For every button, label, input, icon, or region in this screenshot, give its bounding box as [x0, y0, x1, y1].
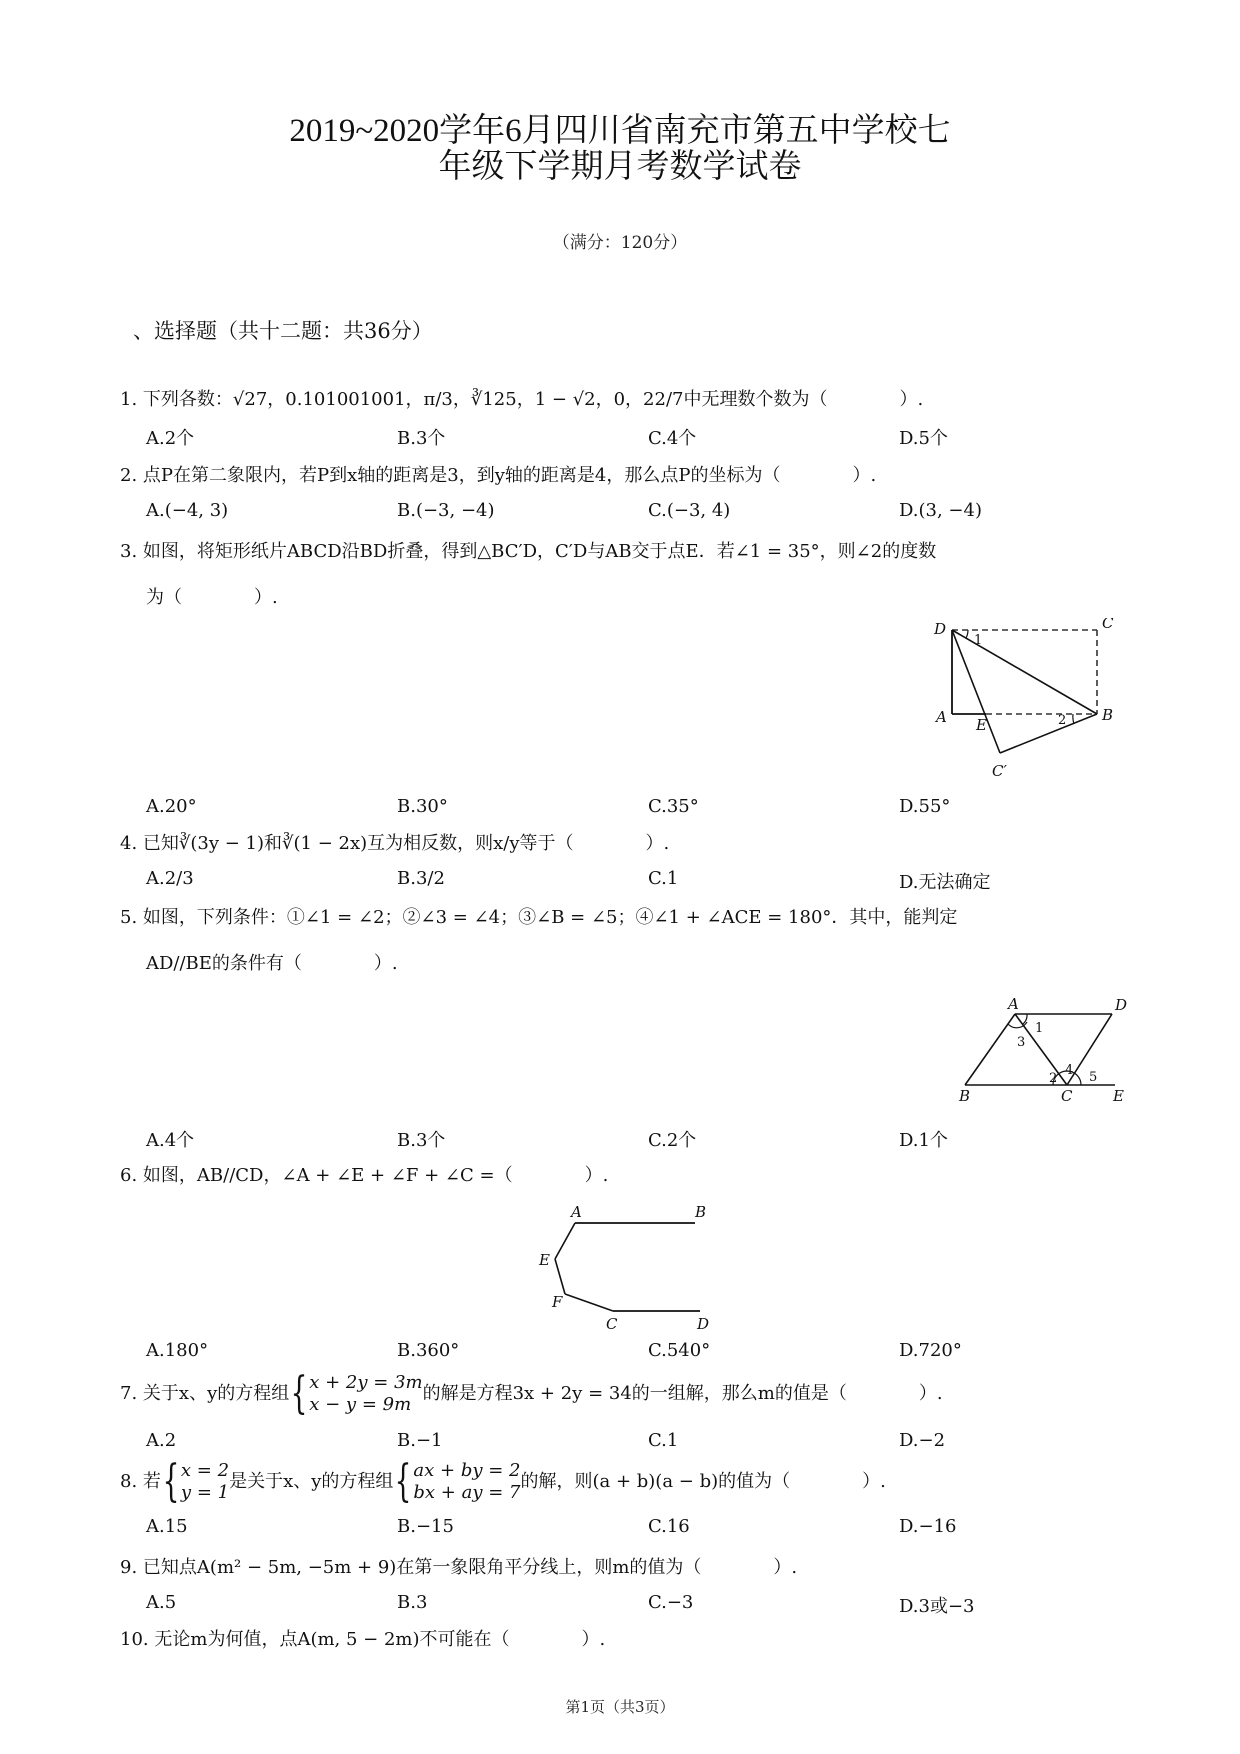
option-d[interactable]: D.5个 [899, 428, 948, 449]
option-a[interactable]: A.15 [146, 1516, 188, 1537]
question-number: 1. [120, 389, 138, 410]
option-d[interactable]: D.55° [899, 796, 951, 817]
option-c[interactable]: C.16 [648, 1516, 690, 1537]
question-number: 8. [120, 1471, 138, 1492]
question-2 [120, 464, 876, 488]
question-stem-line1: 如图，将矩形纸片ABCD沿BD折叠，得到△BC′D，C′D与AB交于点E．若∠1 = 35°，则∠2的度数 [142, 541, 937, 562]
figure-broken-line [535, 1205, 735, 1339]
question-5-stem-line2: AD//BE的条件有（ ）. [146, 953, 398, 974]
question-number: 5. [120, 907, 138, 928]
question-9 [120, 1556, 797, 1580]
option-b[interactable]: B.3/2 [397, 868, 445, 889]
option-c[interactable]: C.4个 [648, 428, 697, 449]
question-stem: 已知点A(m² − 5m, −5m + 9)在第一象限角平分线上，则m的值为（ ）. [142, 1557, 798, 1578]
question-4 [120, 832, 669, 856]
option-a[interactable]: A.2/3 [146, 868, 194, 889]
option-b[interactable]: B.−1 [397, 1430, 443, 1451]
option-a[interactable]: A.2 [146, 1430, 177, 1451]
question-stem-pre: 关于x、y的方程组 [142, 1383, 290, 1404]
svg-text:2: 2 [1058, 713, 1067, 728]
option-a[interactable]: A.20° [146, 796, 197, 817]
svg-text:C: C [1102, 618, 1114, 632]
svg-text:2: 2 [1049, 1071, 1058, 1086]
svg-text:1: 1 [1035, 1021, 1044, 1036]
question-stem: 无论m为何值，点A(m, 5 − 2m)不可能在（ ）. [154, 1629, 606, 1650]
svg-text:E: E [1113, 1087, 1124, 1102]
question-3-options [146, 796, 1146, 820]
svg-text:A: A [936, 708, 947, 726]
option-b[interactable]: B.(−3, −4) [397, 500, 495, 521]
page-footer: 第1页（共3页） [565, 1698, 675, 1716]
question-stem: 下列各数：√27，0.101001001，π/3，∛125，1 − √2，0，22/7中无理数个数为（ ）. [142, 389, 924, 410]
question-number: 7. [120, 1383, 138, 1404]
svg-text:C: C [1061, 1087, 1073, 1102]
svg-text:3: 3 [1017, 1035, 1026, 1050]
question-5-options [146, 1126, 1146, 1150]
svg-text:D: D [934, 620, 947, 638]
question-stem: 如图，AB//CD，∠A + ∠E + ∠F + ∠C =（ ）. [142, 1165, 609, 1186]
svg-text:B: B [959, 1087, 971, 1102]
left-brace-icon: { [395, 1456, 412, 1507]
section-heading: 、选择题（共十二题：共36分） [133, 319, 433, 343]
svg-text:F: F [552, 1293, 563, 1311]
svg-text:E: E [539, 1251, 550, 1269]
question-number: 2. [120, 465, 138, 486]
question-10 [120, 1628, 605, 1652]
question-stem: 已知∛(3y − 1)和∛(1 − 2x)互为相反数，则x/y等于（ ）. [142, 833, 670, 854]
option-b[interactable]: B.−15 [397, 1516, 454, 1537]
question-3 [120, 540, 936, 564]
question-6 [120, 1164, 608, 1188]
svg-text:1: 1 [974, 633, 983, 648]
equation-system: x + 2y = 3m x − y = 9m [309, 1372, 423, 1415]
svg-text:C′: C′ [992, 762, 1007, 780]
folded-rectangle-diagram [930, 618, 1130, 788]
left-brace-icon: { [290, 1368, 308, 1419]
option-a[interactable]: A.4个 [146, 1130, 195, 1151]
question-1 [120, 388, 923, 412]
question-4-options [146, 868, 1146, 892]
question-stem: 点P在第二象限内，若P到x轴的距离是3，到y轴的距离是4，那么点P的坐标为（ ）. [142, 465, 877, 486]
option-b[interactable]: B.3 [397, 1592, 428, 1613]
parallel-lines-diagram [955, 992, 1145, 1102]
left-brace-icon: { [162, 1456, 180, 1507]
question-number: 10. [120, 1629, 149, 1650]
equation-system: ax + by = 2 bx + ay = 7 [413, 1460, 521, 1503]
svg-text:B: B [1102, 706, 1114, 724]
option-b[interactable]: B.30° [397, 796, 448, 817]
svg-text:D: D [1115, 996, 1128, 1014]
question-stem-line1: 如图，下列条件：①∠1 = ∠2；②∠3 = ∠4；③∠B = ∠5；④∠1 + ∠ACE = 180°．其中，能判定 [142, 907, 958, 928]
question-1-options [146, 424, 1146, 448]
svg-text:D: D [697, 1315, 710, 1333]
question-3-stem-line2: 为（ ）. [146, 587, 278, 608]
solution-system: x = 2 y = 1 [180, 1460, 230, 1503]
option-b[interactable]: B.360° [397, 1340, 460, 1361]
option-b[interactable]: B.3个 [397, 1130, 446, 1151]
question-number: 9. [120, 1557, 138, 1578]
question-8 [120, 1456, 886, 1507]
option-c[interactable]: C.540° [648, 1340, 711, 1361]
option-d[interactable]: D.−2 [899, 1430, 946, 1451]
option-d[interactable]: D.无法确定 [899, 872, 991, 893]
svg-text:C: C [606, 1315, 618, 1333]
question-number: 4. [120, 833, 138, 854]
broken-line-diagram [535, 1205, 735, 1335]
option-a[interactable]: A.(−4, 3) [146, 500, 229, 521]
exam-title-line2: 年级下学期月考数学试卷 [438, 149, 802, 185]
option-c[interactable]: C.(−3, 4) [648, 500, 731, 521]
figure-parallel-lines [955, 992, 1145, 1106]
option-c[interactable]: C.1 [648, 1430, 679, 1451]
question-8-options [146, 1516, 1146, 1540]
question-number: 3. [120, 541, 138, 562]
option-c[interactable]: C.35° [648, 796, 699, 817]
full-score: （满分：120分） [552, 233, 688, 253]
svg-text:5: 5 [1089, 1070, 1098, 1085]
question-7-options [146, 1430, 1146, 1454]
svg-text:4: 4 [1065, 1063, 1074, 1078]
option-c[interactable]: C.−3 [648, 1592, 694, 1613]
exam-title-line1: 2019~2020学年6月四川省南充市第五中学校七 [289, 113, 951, 149]
question-2-options [146, 500, 1146, 524]
option-d[interactable]: D.(3, −4) [899, 500, 982, 521]
question-stem-mid: 是关于x、y的方程组 [229, 1471, 394, 1492]
option-d[interactable]: D.3或−3 [899, 1596, 975, 1617]
question-6-options [146, 1340, 1146, 1364]
option-b[interactable]: B.3个 [397, 428, 446, 449]
question-5 [120, 906, 957, 930]
question-stem-post: 的解，则(a + b)(a − b)的值为（ ）. [520, 1471, 886, 1492]
option-d[interactable]: D.1个 [899, 1130, 948, 1151]
question-7 [120, 1368, 943, 1419]
svg-text:B: B [695, 1205, 707, 1221]
question-9-options [146, 1592, 1146, 1616]
option-a[interactable]: A.5 [146, 1592, 177, 1613]
figure-folded-rectangle [930, 618, 1130, 792]
option-c[interactable]: C.2个 [648, 1130, 697, 1151]
option-d[interactable]: D.720° [899, 1340, 962, 1361]
option-c[interactable]: C.1 [648, 868, 679, 889]
svg-text:A: A [1008, 995, 1019, 1013]
svg-text:A: A [571, 1205, 582, 1221]
question-stem-post: 的解是方程3x + 2y = 34的一组解，那么m的值是（ ）. [422, 1383, 943, 1404]
option-a[interactable]: A.180° [146, 1340, 209, 1361]
option-a[interactable]: A.2个 [146, 428, 195, 449]
svg-text:E: E [976, 716, 987, 734]
option-d[interactable]: D.−16 [899, 1516, 957, 1537]
question-number: 6. [120, 1165, 138, 1186]
question-stem-pre: 若 [142, 1471, 161, 1492]
